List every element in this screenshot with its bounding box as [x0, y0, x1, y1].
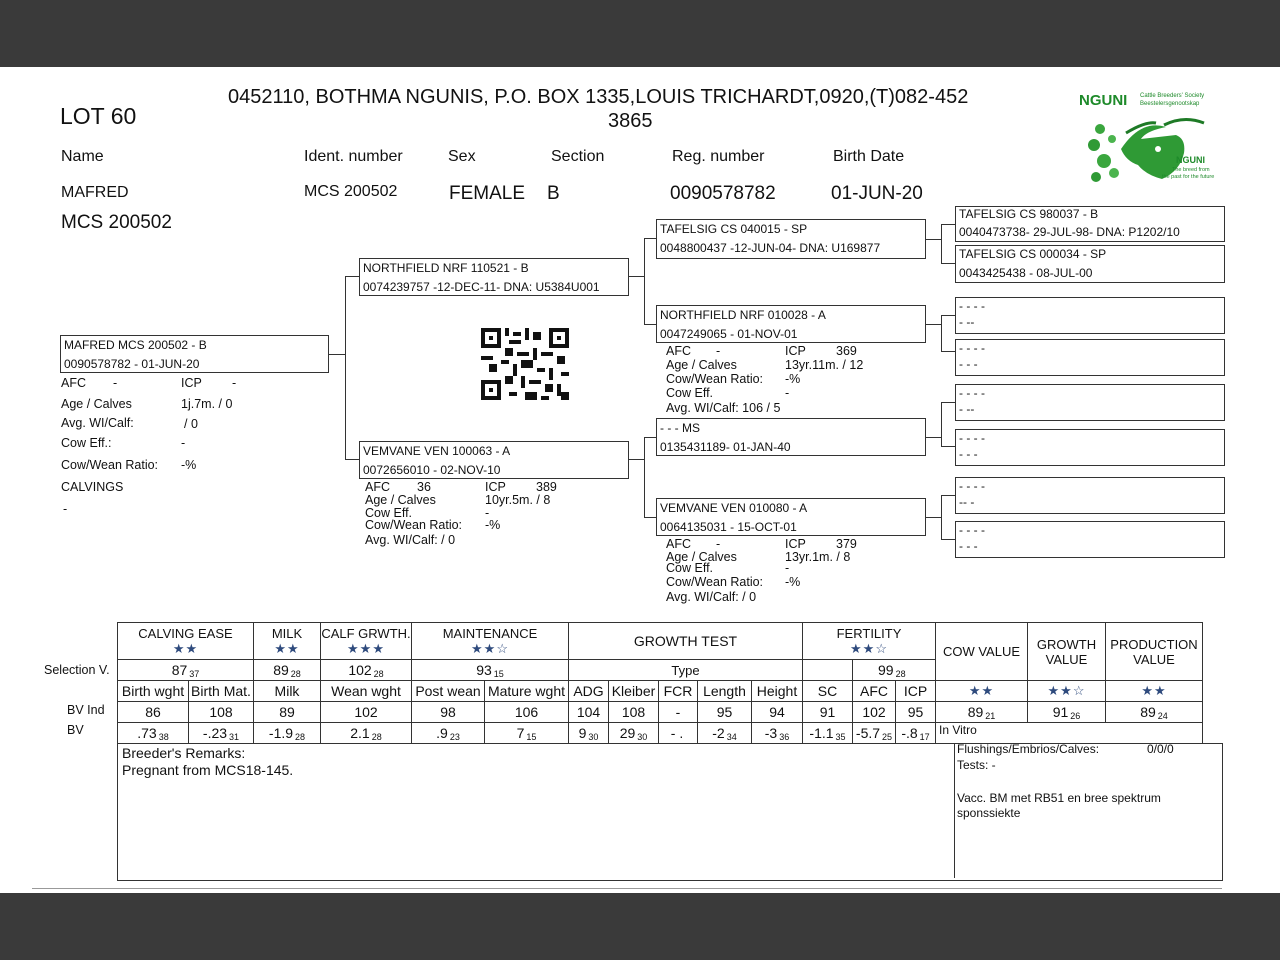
gen2-sd-line-1: NORTHFIELD NRF 010028 - A	[660, 308, 826, 322]
trait-header: FCR	[659, 681, 698, 702]
gen3-5-line-1: - - - -	[959, 386, 985, 400]
label-name: Name	[61, 148, 104, 165]
calf-growth-stars: ★★★	[347, 641, 385, 656]
gen3-8-line-2: - - -	[959, 539, 978, 553]
trait-header: Milk	[254, 681, 321, 702]
bv-acc: 35	[835, 731, 846, 742]
gen3-2-line-1: TAFELSIG CS 000034 - SP	[959, 247, 1107, 261]
selection-milk-cell	[254, 660, 321, 681]
connector	[941, 495, 955, 496]
label-birth: Birth Date	[833, 148, 905, 165]
gen3-8-line-1: - - - -	[959, 523, 985, 537]
bv-acc: 30	[637, 731, 648, 742]
bv-value: 29	[619, 724, 636, 741]
dd-afc-value: -	[716, 537, 721, 551]
bv-acc: 28	[371, 731, 382, 742]
bv-value: -2	[712, 724, 725, 741]
granddam-paternal-box	[656, 305, 926, 343]
bv-value: 9	[578, 724, 587, 741]
production-value-title-2: VALUE	[1133, 651, 1175, 667]
dam-afc-value: 36	[417, 480, 431, 494]
logo-society-1: Cattle Breeders' Society	[1140, 93, 1205, 99]
dam-cwr-label: Cow/Wean Ratio:	[365, 518, 463, 532]
sd-age-label: Age / Calves	[666, 358, 737, 372]
animal-cwr-label: Cow/Wean Ratio:	[61, 458, 159, 472]
connector	[926, 324, 941, 325]
gen3-box-3	[955, 297, 1225, 334]
cow-value: 89	[967, 703, 984, 720]
bv-cell	[321, 723, 412, 744]
remarks-divider	[954, 744, 955, 878]
bv-cell	[752, 723, 803, 744]
gen3-box-7	[955, 477, 1225, 514]
selection-fert-spacer	[803, 660, 853, 681]
animal-box	[60, 335, 329, 373]
connector	[345, 276, 346, 460]
gen3-box-5	[955, 384, 1225, 421]
nguni-logo	[1076, 91, 1216, 195]
bv-cell	[118, 723, 189, 744]
dd-cwr-value: -%	[785, 575, 801, 589]
calving-ease-stars: ★★	[172, 641, 199, 656]
calving-ease-header	[118, 623, 254, 660]
gen2-ds-line-1: - - - MS	[660, 421, 700, 435]
production-value: 89	[1140, 703, 1156, 720]
breeding-value-table	[117, 622, 1203, 744]
bv-value: 2.1	[350, 724, 370, 741]
bv-cell	[254, 723, 321, 744]
selection-fert-cell	[853, 660, 936, 681]
bv-ind-cell: 102	[321, 702, 412, 723]
dam-box	[359, 441, 629, 479]
bv-cell	[853, 723, 896, 744]
selection-label: Selection V.	[44, 663, 110, 677]
connector	[629, 276, 644, 277]
selection-fert-acc: 28	[895, 668, 906, 679]
gen2-ss-line-1: TAFELSIG CS 040015 - SP	[660, 222, 808, 236]
selection-calf-acc: 28	[373, 668, 384, 679]
dd-cwr-label: Cow/Wean Ratio:	[666, 575, 764, 589]
top-dark-band	[0, 0, 1280, 67]
gen3-3-line-1: - - - -	[959, 299, 985, 313]
bv-ind-cell: -	[659, 702, 698, 723]
trait-header: Height	[752, 681, 803, 702]
bv-ind-cell: 98	[412, 702, 485, 723]
calving-ease-title: CALVING EASE	[138, 626, 233, 641]
selection-calf-cell	[321, 660, 412, 681]
gen3-box-6	[955, 429, 1225, 466]
sd-afc-label: AFC	[666, 344, 691, 358]
bv-ind-cell: 86	[118, 702, 189, 723]
connector	[941, 351, 955, 352]
animal-icp-label: ICP	[181, 376, 202, 390]
bv-cell	[659, 723, 698, 744]
gen3-box-2	[955, 245, 1225, 283]
sd-icp-value: 369	[836, 344, 857, 358]
connector	[629, 459, 644, 460]
dd-age-value: 13yr.1m. / 8	[785, 550, 851, 564]
selection-fert-value: 99	[878, 661, 894, 678]
gen2-ds-line-2: 0135431189- 01-JAN-40	[660, 440, 791, 454]
dd-cow-eff-label: Cow Eff.	[666, 561, 714, 575]
milk-title: MILK	[271, 626, 303, 641]
milk-stars: ★★	[274, 641, 300, 656]
selection-calving-value: 87	[171, 661, 188, 678]
bv-ind-cell: 95	[896, 702, 936, 723]
bv-value: -3	[764, 724, 778, 741]
dam-age-label: Age / Calves	[365, 493, 436, 507]
value-sex: FEMALE	[449, 183, 526, 204]
dd-age-label: Age / Calves	[666, 550, 737, 564]
selection-milk-value: 89	[273, 661, 289, 678]
production-value-stars: ★★	[1106, 681, 1203, 702]
flushings-value: 0/0/0	[1147, 742, 1174, 756]
cow-value-cell	[936, 702, 1028, 723]
breeder-line-1: 0452110, BOTHMA NGUNIS, P.O. BOX 1335,LOUIS TRICHARDT,0920,(T)082-452	[228, 86, 969, 108]
value-section: B	[547, 183, 560, 204]
growth-value-title-2: VALUE	[1045, 651, 1088, 667]
connector	[941, 495, 942, 539]
bv-acc: 25	[882, 731, 893, 742]
animal-icp-value: -	[232, 376, 237, 390]
bv-ind-cell: 102	[853, 702, 896, 723]
logo-badge: NGUNI	[1176, 155, 1205, 165]
grandsire-paternal-box	[656, 219, 926, 259]
bv-ind-cell: 91	[803, 702, 853, 723]
growth-test-header: GROWTH TEST	[569, 623, 803, 660]
bv-value: 7	[516, 724, 525, 741]
bv-row	[118, 723, 1203, 744]
value-reg: 0090578782	[670, 183, 776, 204]
logo-tagline-1: The breed from	[1172, 167, 1210, 173]
production-value-cell	[1106, 702, 1203, 723]
fertility-title: FERTILITY	[836, 626, 902, 641]
label-sex: Sex	[448, 148, 476, 165]
sd-cwr-label: Cow/Wean Ratio:	[666, 372, 764, 386]
animal-box-line-1: MAFRED MCS 200502 - B	[64, 338, 207, 352]
value-birth: 01-JUN-20	[831, 183, 923, 204]
connector	[941, 315, 942, 351]
gen3-7-line-1: - - - -	[959, 479, 985, 493]
cow-value-stars: ★★	[936, 681, 1028, 702]
dam-afc-label: AFC	[365, 480, 390, 494]
animal-age-value: 1j.7m. / 0	[181, 397, 233, 411]
bv-acc: 36	[779, 731, 790, 742]
animal-avg-value: / 0	[184, 417, 198, 431]
vaccination-line-1: Vacc. BM met RB51 en bree spektrum	[957, 791, 1161, 805]
in-vitro-label: In Vitro	[936, 723, 1203, 744]
connector	[926, 437, 941, 438]
gen2-ss-line-2: 0048800437 -12-JUN-04- DNA: U169877	[660, 241, 881, 255]
remarks-box	[117, 743, 1223, 881]
bv-ind-label: BV Ind	[67, 703, 105, 717]
maintenance-title: MAINTENANCE	[442, 626, 538, 641]
trait-header: Length	[698, 681, 752, 702]
animal-avg-label: Avg. WI/Calf:	[61, 416, 134, 430]
animal-afc-label: AFC	[61, 376, 86, 390]
gen3-box-1	[955, 206, 1225, 242]
bv-value: .9	[436, 724, 448, 741]
selection-type-label: Type	[569, 660, 803, 681]
connector	[345, 459, 360, 460]
trait-header: AFC	[853, 681, 896, 702]
growth-value: 91	[1052, 703, 1069, 720]
dam-cwr-value: -%	[485, 518, 501, 532]
maintenance-stars: ★★☆	[471, 641, 509, 656]
cow-value-acc: 21	[985, 710, 996, 721]
dd-icp-label: ICP	[785, 537, 806, 551]
gen3-6-line-2: - - -	[959, 447, 978, 461]
selection-calving-acc: 37	[189, 668, 200, 679]
growth-value-cell	[1028, 702, 1106, 723]
maintenance-header	[412, 623, 569, 660]
dam-age-value: 10yr.5m. / 8	[485, 493, 551, 507]
gen3-4-line-1: - - - -	[959, 341, 985, 355]
connector	[941, 224, 955, 225]
selection-calf-value: 102	[348, 661, 372, 678]
sire-line-1: NORTHFIELD NRF 110521 - B	[363, 261, 529, 275]
connector	[644, 238, 645, 325]
connector	[941, 224, 942, 263]
bv-acc: 30	[588, 731, 599, 742]
gen2-dd-line-2: 0064135031 - 15-OCT-01	[660, 520, 797, 534]
fertility-stars: ★★☆	[850, 641, 888, 656]
sire-line-2: 0074239757 -12-DEC-11- DNA: U5384U001	[363, 280, 600, 294]
bv-cell	[698, 723, 752, 744]
connector	[941, 446, 955, 447]
footer-rule	[32, 888, 1222, 889]
remarks-title: Breeder's Remarks:	[122, 745, 246, 761]
production-value-title-1: PRODUCTION	[1110, 636, 1198, 652]
connector	[644, 437, 645, 518]
granddam-maternal-box	[656, 498, 926, 536]
bv-ind-cell: 104	[569, 702, 609, 723]
trait-header: Kleiber	[609, 681, 659, 702]
trait-header: SC	[803, 681, 853, 702]
bv-cell	[189, 723, 254, 744]
connector	[941, 402, 942, 447]
gen3-box-4	[955, 339, 1225, 376]
fertility-header	[803, 623, 936, 660]
trait-header-row	[118, 681, 1203, 702]
sd-icp-label: ICP	[785, 344, 806, 358]
sd-cwr-value: -%	[785, 372, 801, 386]
selection-milk-acc: 28	[290, 668, 301, 679]
bv-cell	[803, 723, 853, 744]
grandsire-maternal-box	[656, 418, 926, 456]
dam-icp-label: ICP	[485, 480, 506, 494]
value-name: MAFRED	[61, 184, 129, 201]
calvings-value: -	[63, 502, 68, 516]
bv-cell	[609, 723, 659, 744]
bottom-dark-band	[0, 893, 1280, 960]
gen3-3-line-2: - --	[959, 315, 975, 329]
calf-growth-title: CALF GRWTH.	[321, 626, 411, 641]
vaccination-line-2: sponssiekte	[957, 806, 1021, 820]
selection-maint-value: 93	[476, 661, 492, 678]
sd-avg-label: Avg. WI/Calf: 106 / 5	[666, 401, 781, 415]
gen3-box-8	[955, 521, 1225, 558]
bv-acc: 23	[449, 731, 460, 742]
bv-cell	[569, 723, 609, 744]
tests-label: Tests: -	[957, 758, 996, 772]
bv-ind-cell: 106	[485, 702, 569, 723]
bv-acc: 34	[726, 731, 737, 742]
connector	[329, 354, 345, 355]
gen3-4-line-2: - - -	[959, 357, 978, 371]
bv-acc: 31	[229, 731, 240, 742]
connector	[941, 263, 955, 264]
sd-cow-eff-value: -	[785, 386, 790, 400]
trait-header: Birth wght	[118, 681, 189, 702]
gen3-1-line-2: 0040473738- 29-JUL-98- DNA: P1202/10	[959, 225, 1180, 239]
dd-avg-label: Avg. WI/Calf: / 0	[666, 590, 757, 604]
connector	[926, 517, 941, 518]
bv-value: .73	[137, 724, 157, 741]
value-ident-large: MCS 200502	[61, 212, 172, 233]
cow-value-header: COW VALUE	[936, 623, 1028, 681]
animal-box-line-2: 0090578782 - 01-JUN-20	[64, 357, 200, 371]
label-reg: Reg. number	[672, 148, 765, 165]
label-section: Section	[551, 148, 605, 165]
bv-ind-cell: 95	[698, 702, 752, 723]
milk-header	[254, 623, 321, 660]
bv-ind-cell: 108	[189, 702, 254, 723]
animal-afc-value: -	[113, 376, 118, 390]
production-value-header	[1106, 623, 1203, 681]
connector	[941, 539, 955, 540]
growth-value-header	[1028, 623, 1106, 681]
trait-header: ADG	[569, 681, 609, 702]
dam-avg-label: Avg. WI/Calf: / 0	[365, 533, 456, 547]
gen3-2-line-2: 0043425438 - 08-JUL-00	[959, 266, 1093, 280]
selection-maint-acc: 15	[493, 668, 504, 679]
dd-cow-eff-value: -	[785, 561, 790, 575]
bv-acc: 28	[295, 731, 306, 742]
logo-tagline-2: the past for the future	[1162, 174, 1215, 180]
logo-society-2: Beestelersgenootskap	[1140, 101, 1200, 107]
dam-cow-eff-value: -	[485, 506, 490, 520]
bv-value: -5.7	[855, 724, 881, 741]
calf-growth-header	[321, 623, 412, 660]
bv-ind-cell: 94	[752, 702, 803, 723]
growth-value-title-1: GROWTH	[1036, 636, 1097, 652]
growth-value-acc: 26	[1070, 710, 1081, 721]
animal-age-label: Age / Calves	[61, 397, 132, 411]
connector	[941, 402, 955, 403]
gen2-dd-line-1: VEMVANE VEN 010080 - A	[660, 501, 808, 515]
bv-acc: 38	[158, 731, 169, 742]
remarks-text: Pregnant from MCS18-145.	[122, 762, 294, 778]
trait-header: Mature wght	[485, 681, 569, 702]
dd-afc-label: AFC	[666, 537, 691, 551]
calvings-label: CALVINGS	[61, 480, 124, 494]
flushings-label: Flushings/Embrios/Calves:	[957, 742, 1100, 756]
bv-label: BV	[67, 723, 84, 737]
trait-header: Wean wght	[321, 681, 412, 702]
qr-code-icon	[481, 327, 569, 401]
sd-cow-eff-label: Cow Eff.	[666, 386, 714, 400]
dam-cow-eff-label: Cow Eff.	[365, 506, 413, 520]
lot-number: LOT 60	[60, 103, 137, 129]
dd-icp-value: 379	[836, 537, 857, 551]
selection-maint-cell	[412, 660, 569, 681]
value-ident: MCS 200502	[304, 183, 398, 200]
cattle-head-icon	[1086, 109, 1211, 195]
selection-calving-cell	[118, 660, 254, 681]
gen3-7-line-2: -- -	[959, 495, 975, 509]
animal-cow-eff-label: Cow Eff.:	[61, 436, 112, 450]
dam-icp-value: 389	[536, 480, 557, 494]
dam-line-2: 0072656010 - 02-NOV-10	[363, 463, 501, 477]
bv-cell	[896, 723, 936, 744]
bv-acc: 15	[526, 731, 537, 742]
trait-header: Post wean	[412, 681, 485, 702]
bv-value: -1.9	[268, 724, 294, 741]
bv-ind-cell: 89	[254, 702, 321, 723]
connector	[926, 239, 941, 240]
bv-ind-row	[118, 702, 1203, 723]
gen3-1-line-1: TAFELSIG CS 980037 - B	[959, 207, 1099, 221]
animal-cwr-value: -%	[181, 458, 197, 472]
logo-brand: NGUNI	[1079, 92, 1128, 109]
bv-value: - .	[670, 724, 684, 741]
breeder-line-2: 3865	[608, 110, 653, 132]
connector	[345, 276, 360, 277]
bv-value: -1.1	[809, 724, 834, 741]
gen3-5-line-2: - --	[959, 402, 975, 416]
trait-header: ICP	[896, 681, 936, 702]
dam-line-1: VEMVANE VEN 100063 - A	[363, 444, 511, 458]
gen3-6-line-1: - - - -	[959, 431, 985, 445]
bv-cell	[412, 723, 485, 744]
bv-acc: 17	[919, 731, 930, 742]
growth-value-stars: ★★☆	[1028, 681, 1106, 702]
connector	[941, 315, 955, 316]
sd-afc-value: -	[716, 344, 721, 358]
trait-header: Birth Mat.	[189, 681, 254, 702]
bv-value: -.23	[202, 724, 228, 741]
sd-age-value: 13yr.11m. / 12	[785, 358, 864, 372]
pedigree-sheet	[0, 67, 1280, 893]
bv-cell	[485, 723, 569, 744]
gen2-sd-line-2: 0047249065 - 01-NOV-01	[660, 327, 798, 341]
bv-ind-cell: 108	[609, 702, 659, 723]
production-value-acc: 24	[1157, 710, 1168, 721]
sire-box	[359, 258, 629, 296]
animal-cow-eff-value: -	[181, 436, 186, 450]
bv-value: -.8	[901, 724, 918, 741]
label-ident: Ident. number	[304, 148, 403, 165]
